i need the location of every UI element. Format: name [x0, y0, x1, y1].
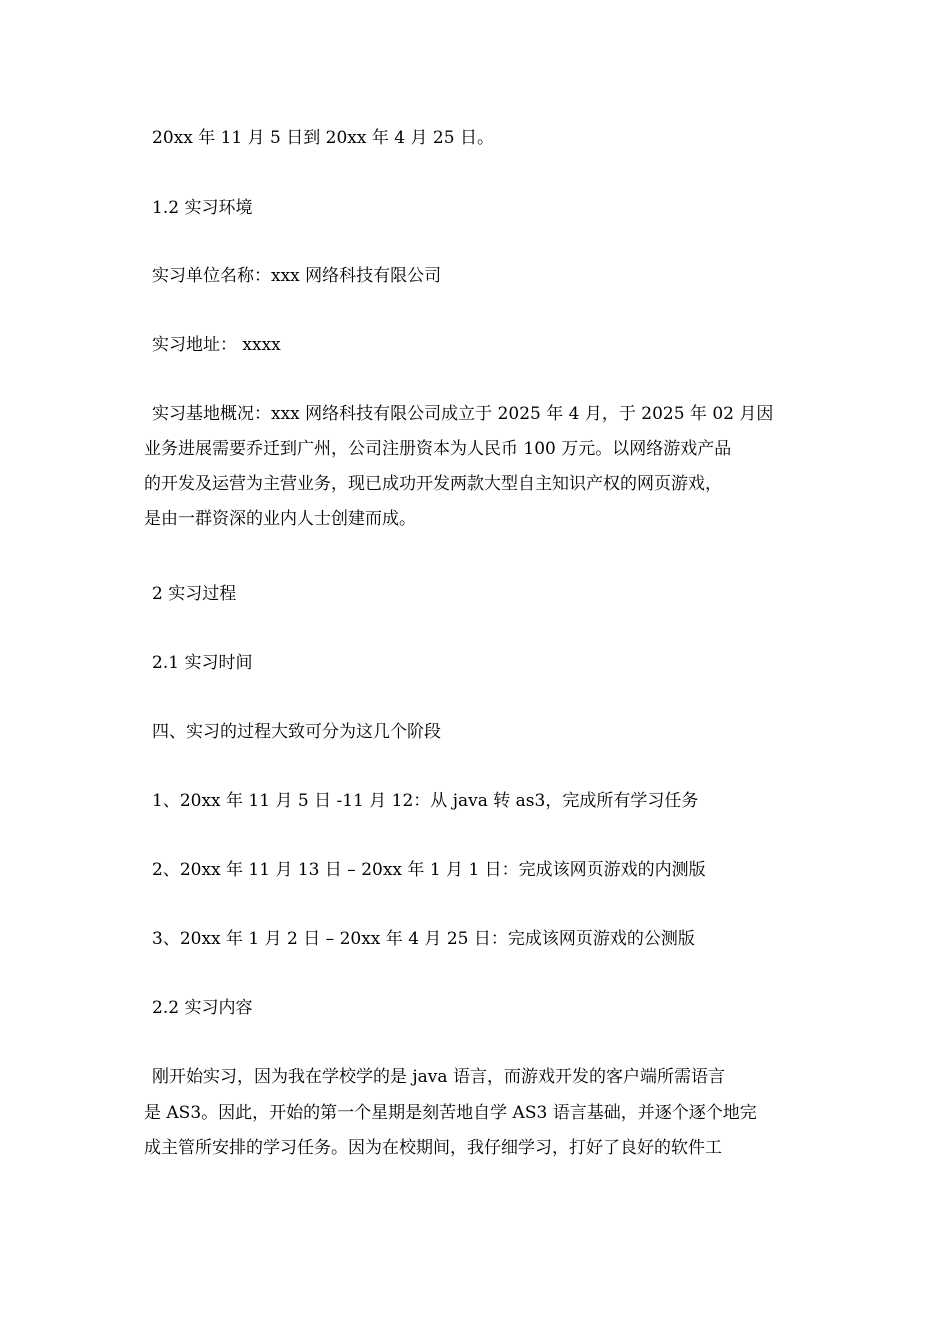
paragraph-line: 是 AS3。因此，开始的第一个星期是刻苦地自学 AS3 语言基础，并逐个逐个地完 — [144, 1103, 757, 1123]
section-heading-time: 2.1 实习时间 — [152, 653, 253, 673]
company-name-line: 实习单位名称：xxx 网络科技有限公司 — [152, 266, 442, 286]
section-heading-content: 2.2 实习内容 — [152, 998, 253, 1018]
paragraph-line: 业务进展需要乔迁到广州，公司注册资本为人民币 100 万元。以网络游戏产品 — [144, 439, 732, 459]
paragraph-line: 是由一群资深的业内人士创建而成。 — [144, 509, 416, 529]
paragraph-line: 的开发及运营为主营业务，现已成功开发两款大型自主知识产权的网页游戏， — [144, 474, 722, 494]
paragraph-line: 成主管所安排的学习任务。因为在校期间，我仔细学习，打好了良好的软件工 — [144, 1138, 722, 1158]
stage-item-3: 3、20xx 年 1 月 2 日 – 20xx 年 4 月 25 日：完成该网页游戏的公测版 — [152, 929, 695, 949]
stage-item-1: 1、20xx 年 11 月 5 日 -11 月 12：从 java 转 as3，完成所有学习任务 — [152, 791, 699, 811]
paragraph-line: 实习基地概况：xxx 网络科技有限公司成立于 2025 年 4 月，于 2025 年 02 月因 — [152, 404, 774, 424]
stages-intro-line: 四、实习的过程大致可分为这几个阶段 — [152, 722, 441, 742]
paragraph-line: 刚开始实习，因为我在学校学的是 java 语言，而游戏开发的客户端所需语言 — [152, 1067, 725, 1087]
address-line: 实习地址： xxxx — [152, 335, 281, 355]
section-heading-environment: 1.2 实习环境 — [152, 198, 253, 218]
section-heading-process: 2 实习过程 — [152, 584, 237, 604]
internship-period-line: 20xx 年 11 月 5 日到 20xx 年 4 月 25 日。 — [152, 128, 494, 148]
stage-item-2: 2、20xx 年 11 月 13 日 – 20xx 年 1 月 1 日：完成该网页游戏的内测版 — [152, 860, 706, 880]
